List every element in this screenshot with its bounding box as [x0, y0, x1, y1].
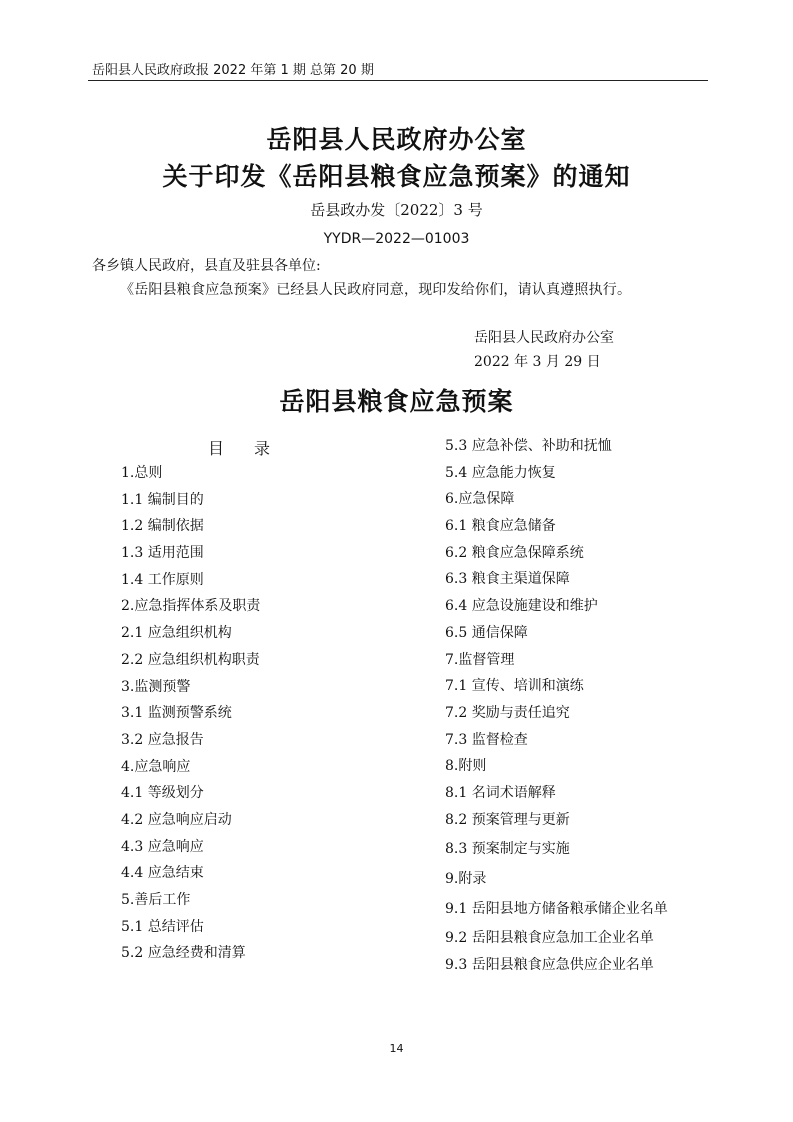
- toc-item: 6.2 粮食应急保障系统: [445, 544, 584, 561]
- toc-item: 2.应急指挥体系及职责: [121, 598, 261, 615]
- toc-item: 5.3 应急补偿、补助和抚恤: [445, 438, 612, 454]
- toc-item: 8.附则: [445, 758, 487, 775]
- toc-item: 6.3 粮食主渠道保障: [445, 571, 570, 588]
- toc-item: 1.3 适用范围: [121, 545, 204, 562]
- plan-title: 岳阳县粮食应急预案: [279, 387, 514, 416]
- toc-item: 6.4 应急设施建设和维护: [445, 598, 598, 615]
- toc-item: 5.2 应急经费和清算: [121, 945, 246, 962]
- toc-item: 9.1 岳阳县地方储备粮承储企业名单: [445, 900, 668, 917]
- toc-item: 5.4 应急能力恢复: [445, 464, 556, 481]
- toc-item: 4.应急响应: [121, 758, 191, 775]
- toc-left-column: [121, 460, 260, 967]
- toc-item: 4.3 应急响应: [121, 838, 204, 855]
- toc-item: 4.1 等级划分: [121, 785, 204, 802]
- notice-body: 《岳阳县粮食应急预案》已经县人民政府同意，现印发给你们，请认真遵照执行。: [120, 282, 632, 298]
- toc-item: 2.2 应急组织机构职责: [121, 651, 260, 668]
- toc-item: 5.善后工作: [121, 892, 191, 908]
- toc-item: 6.1 粮食应急储备: [445, 518, 556, 535]
- page-number: 14: [389, 1042, 404, 1055]
- toc-item: 9.3 岳阳县粮食应急供应企业名单: [445, 957, 654, 974]
- toc-item: 6.应急保障: [445, 491, 515, 508]
- issue-date: 2022 年 3 月 29 日: [474, 354, 601, 370]
- toc-item: 7.监督管理: [445, 651, 515, 668]
- toc-item: 6.5 通信保障: [445, 624, 528, 641]
- toc-item: 4.4 应急结束: [121, 865, 204, 882]
- toc-item: 8.3 预案制定与实施: [445, 841, 570, 858]
- toc-item: 3.监测预警: [121, 678, 191, 695]
- toc-item: 1.总则: [121, 465, 163, 481]
- toc-item: 7.2 奖励与责任追究: [445, 704, 570, 721]
- notice-title-line2: 关于印发《岳阳县粮食应急预案》的通知: [162, 162, 631, 191]
- toc-item: 1.2 编制依据: [121, 518, 204, 535]
- toc-item: 7.1 宣传、培训和演练: [445, 678, 584, 695]
- toc-item: 3.1 监测预警系统: [121, 705, 232, 722]
- toc-item: 3.2 应急报告: [121, 731, 204, 748]
- toc-item: 8.1 名词术语解释: [445, 784, 556, 801]
- toc-item: 1.4 工作原则: [121, 571, 204, 588]
- toc-item: 1.1 编制目的: [121, 491, 204, 508]
- toc-item: 9.附录: [445, 871, 487, 887]
- toc-item: 4.2 应急响应启动: [121, 811, 232, 828]
- issuer-signature: 岳阳县人民政府办公室: [474, 330, 614, 346]
- document-code: YYDR—2022—01003: [323, 231, 470, 247]
- running-head: 岳阳县人民政府政报 2022 年第 1 期 总第 20 期: [92, 63, 374, 78]
- toc-item: 5.1 总结评估: [121, 918, 204, 935]
- document-number: 岳县政办发〔2022〕3 号: [310, 201, 483, 219]
- toc-item: 9.2 岳阳县粮食应急加工企业名单: [445, 930, 654, 947]
- toc-item: 7.3 监督检查: [445, 731, 528, 748]
- toc-item: 8.2 预案管理与更新: [445, 811, 570, 828]
- toc-item: 2.1 应急组织机构: [121, 625, 232, 642]
- toc-heading: 目录: [208, 439, 301, 458]
- notice-title-line1: 岳阳县人民政府办公室: [266, 125, 527, 154]
- toc-right-column: [445, 433, 668, 979]
- addressee: 各乡镇人民政府，县直及驻县各单位:: [92, 258, 321, 274]
- header-divider: [88, 80, 708, 81]
